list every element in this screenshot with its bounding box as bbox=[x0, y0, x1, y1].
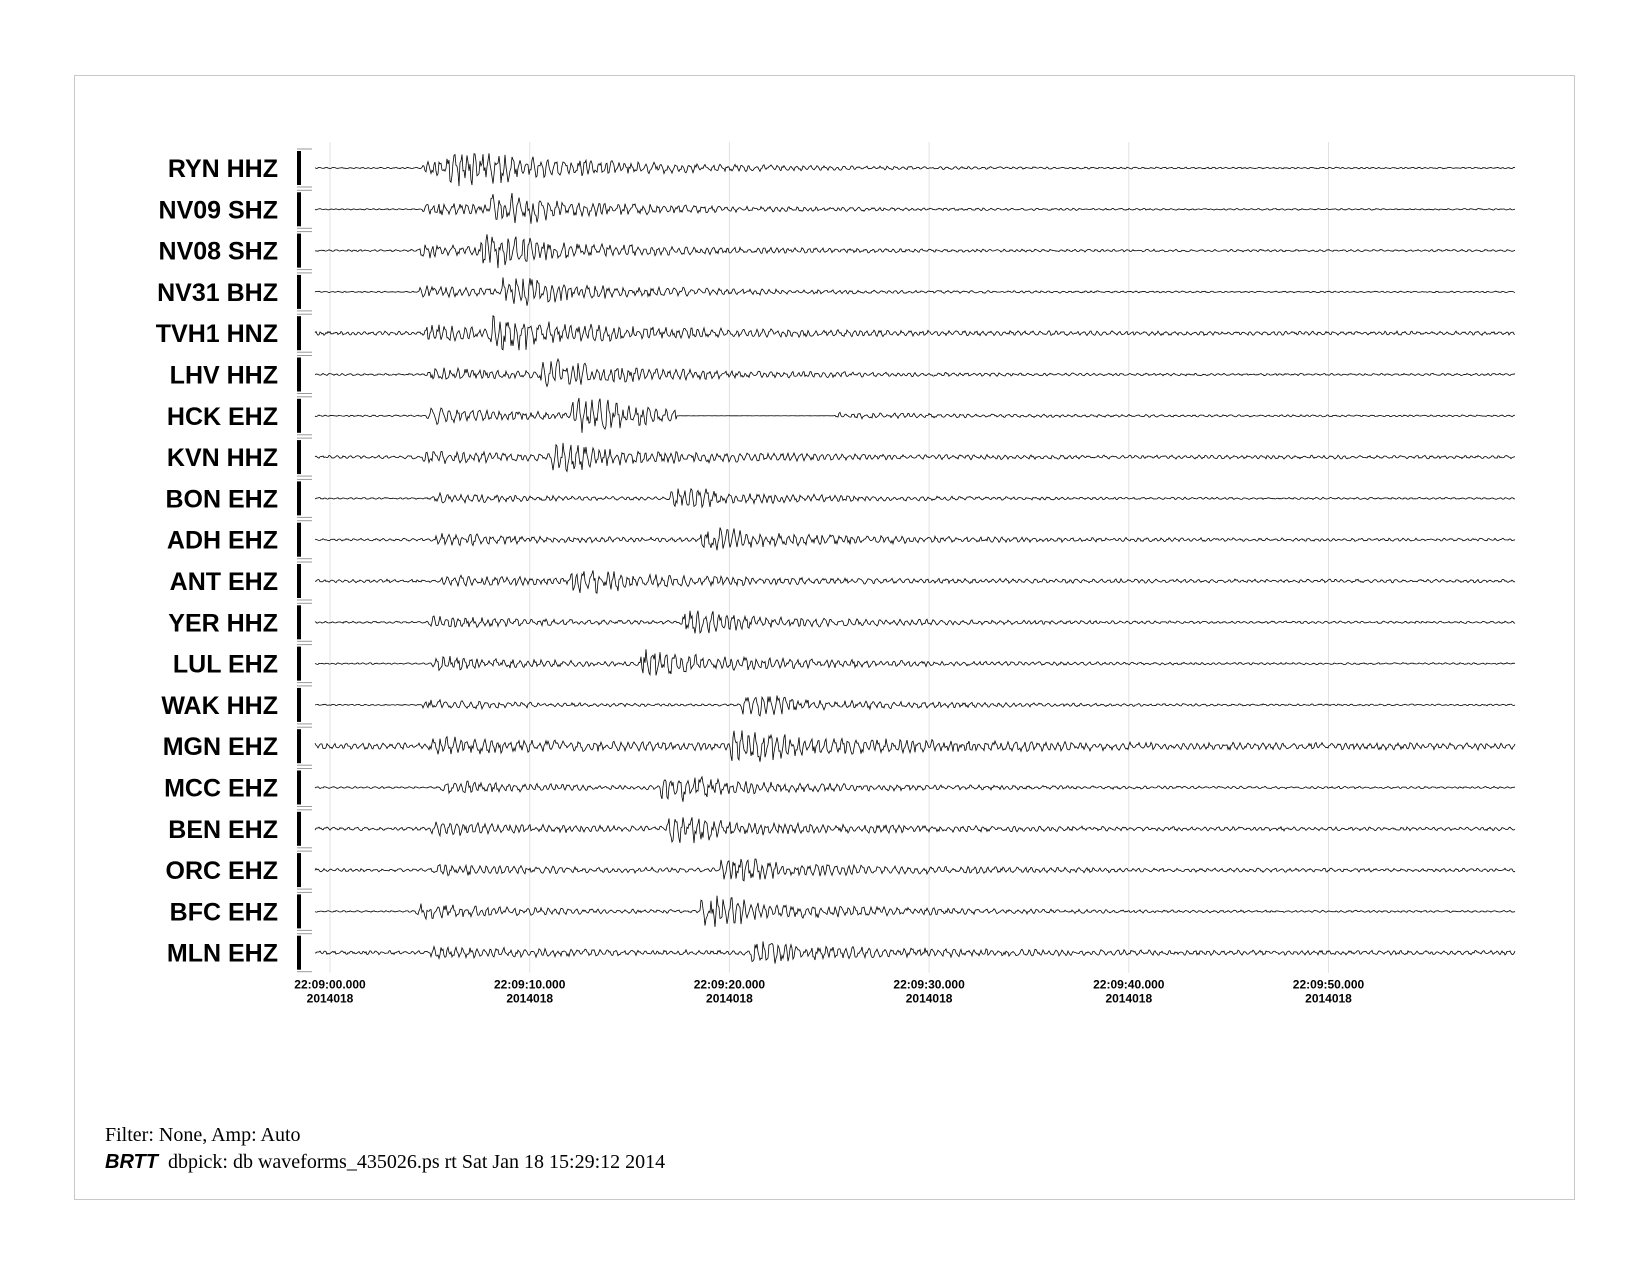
station-label: MGN EHZ bbox=[162, 733, 278, 762]
amplitude-scale-bar bbox=[297, 812, 301, 846]
station-label: ORC EHZ bbox=[165, 857, 278, 886]
time-gridlines bbox=[330, 142, 1329, 973]
waveform-trace bbox=[315, 443, 1515, 472]
waveform-trace bbox=[315, 730, 1515, 761]
tick-time-label: 22:09:40.000 bbox=[1093, 977, 1165, 992]
amplitude-scale-bar bbox=[297, 647, 301, 681]
tick-date-label: 2014018 bbox=[306, 991, 354, 1006]
tick-date-label: 2014018 bbox=[506, 991, 554, 1006]
amplitude-scale-bar bbox=[297, 316, 301, 350]
tick-time-label: 22:09:10.000 bbox=[494, 977, 566, 992]
time-axis-ticks bbox=[294, 978, 1364, 1006]
amplitude-scale-bar bbox=[297, 894, 301, 928]
waveform-traces bbox=[315, 153, 1515, 963]
station-label: HCK EHZ bbox=[166, 402, 278, 431]
waveform-trace bbox=[315, 817, 1515, 843]
station-label: BEN EHZ bbox=[168, 815, 278, 844]
waveform-trace bbox=[315, 611, 1515, 634]
station-label: TVH1 HNZ bbox=[155, 320, 278, 349]
station-label: ANT EHZ bbox=[169, 568, 278, 596]
station-label: RYN HHZ bbox=[167, 155, 278, 183]
amplitude-scale-bar bbox=[297, 564, 301, 598]
waveform-trace bbox=[315, 859, 1515, 881]
amplitude-scale-bar bbox=[297, 481, 301, 515]
amplitude-scale-bar bbox=[297, 399, 301, 433]
station-labels bbox=[156, 155, 278, 968]
plot-footer bbox=[105, 1122, 665, 1176]
waveform-trace bbox=[315, 777, 1515, 802]
tick-date-label: 2014018 bbox=[1305, 991, 1352, 1006]
waveform-trace bbox=[315, 234, 1515, 268]
station-label: ADH EHZ bbox=[166, 526, 278, 555]
waveform-trace bbox=[315, 570, 1515, 593]
amplitude-scale-bar bbox=[297, 234, 301, 268]
station-label: NV09 SHZ bbox=[158, 196, 278, 225]
station-label: YER HHZ bbox=[168, 609, 278, 638]
waveform-trace bbox=[315, 398, 1515, 433]
program-info bbox=[105, 1149, 665, 1176]
station-label: NV08 SHZ bbox=[158, 237, 278, 266]
waveform-trace bbox=[315, 153, 1515, 186]
waveform-trace bbox=[315, 193, 1515, 224]
station-label: LHV HHZ bbox=[169, 361, 278, 390]
waveform-trace bbox=[315, 528, 1515, 551]
tick-time-label: 22:09:50.000 bbox=[1292, 977, 1365, 992]
amplitude-scale-bars bbox=[297, 149, 312, 972]
waveform-trace bbox=[315, 696, 1515, 716]
amplitude-scale-bar bbox=[297, 192, 301, 226]
dbpick-info: dbpick: db waveforms_435026.ps rt Sat Jan 18 15:29:12 2014 bbox=[167, 1151, 666, 1173]
station-label: LUL EHZ bbox=[172, 650, 278, 679]
amplitude-scale-bar bbox=[297, 688, 301, 722]
tick-time-label: 22:09:20.000 bbox=[693, 977, 766, 992]
amplitude-scale-bar bbox=[297, 523, 301, 557]
tick-time-label: 22:09:30.000 bbox=[893, 977, 965, 992]
amplitude-scale-bar bbox=[297, 936, 301, 970]
station-label: WAK HHZ bbox=[161, 691, 278, 720]
waveform-trace bbox=[315, 277, 1515, 305]
tick-date-label: 2014018 bbox=[1105, 991, 1153, 1006]
waveform-trace bbox=[315, 316, 1515, 350]
station-label: MLN EHZ bbox=[166, 939, 278, 968]
brtt-brand: BRTT bbox=[105, 1151, 158, 1173]
station-label: KVN HHZ bbox=[166, 444, 278, 473]
station-label: MCC EHZ bbox=[164, 774, 278, 803]
tick-time-label: 22:09:00.000 bbox=[294, 977, 366, 992]
amplitude-scale-bar bbox=[297, 729, 301, 763]
station-label: BON EHZ bbox=[165, 485, 278, 514]
waveform-trace bbox=[315, 359, 1515, 386]
tick-date-label: 2014018 bbox=[706, 991, 753, 1006]
waveform-trace bbox=[315, 941, 1515, 963]
waveform-trace bbox=[315, 489, 1515, 508]
tick-date-label: 2014018 bbox=[905, 991, 953, 1006]
filter-info: Filter: None, Amp: Auto bbox=[105, 1124, 301, 1146]
amplitude-scale-bar bbox=[297, 358, 301, 392]
waveform-trace bbox=[315, 649, 1515, 675]
station-label: NV31 BHZ bbox=[157, 278, 278, 307]
amplitude-scale-bar bbox=[297, 151, 301, 185]
amplitude-scale-bar bbox=[297, 605, 301, 639]
waveform-trace bbox=[315, 896, 1515, 927]
amplitude-scale-bar bbox=[297, 771, 301, 805]
amplitude-scale-bar bbox=[297, 440, 301, 474]
amplitude-scale-bar bbox=[297, 853, 301, 887]
amplitude-scale-bar bbox=[297, 275, 301, 309]
station-label: BFC EHZ bbox=[169, 898, 278, 927]
